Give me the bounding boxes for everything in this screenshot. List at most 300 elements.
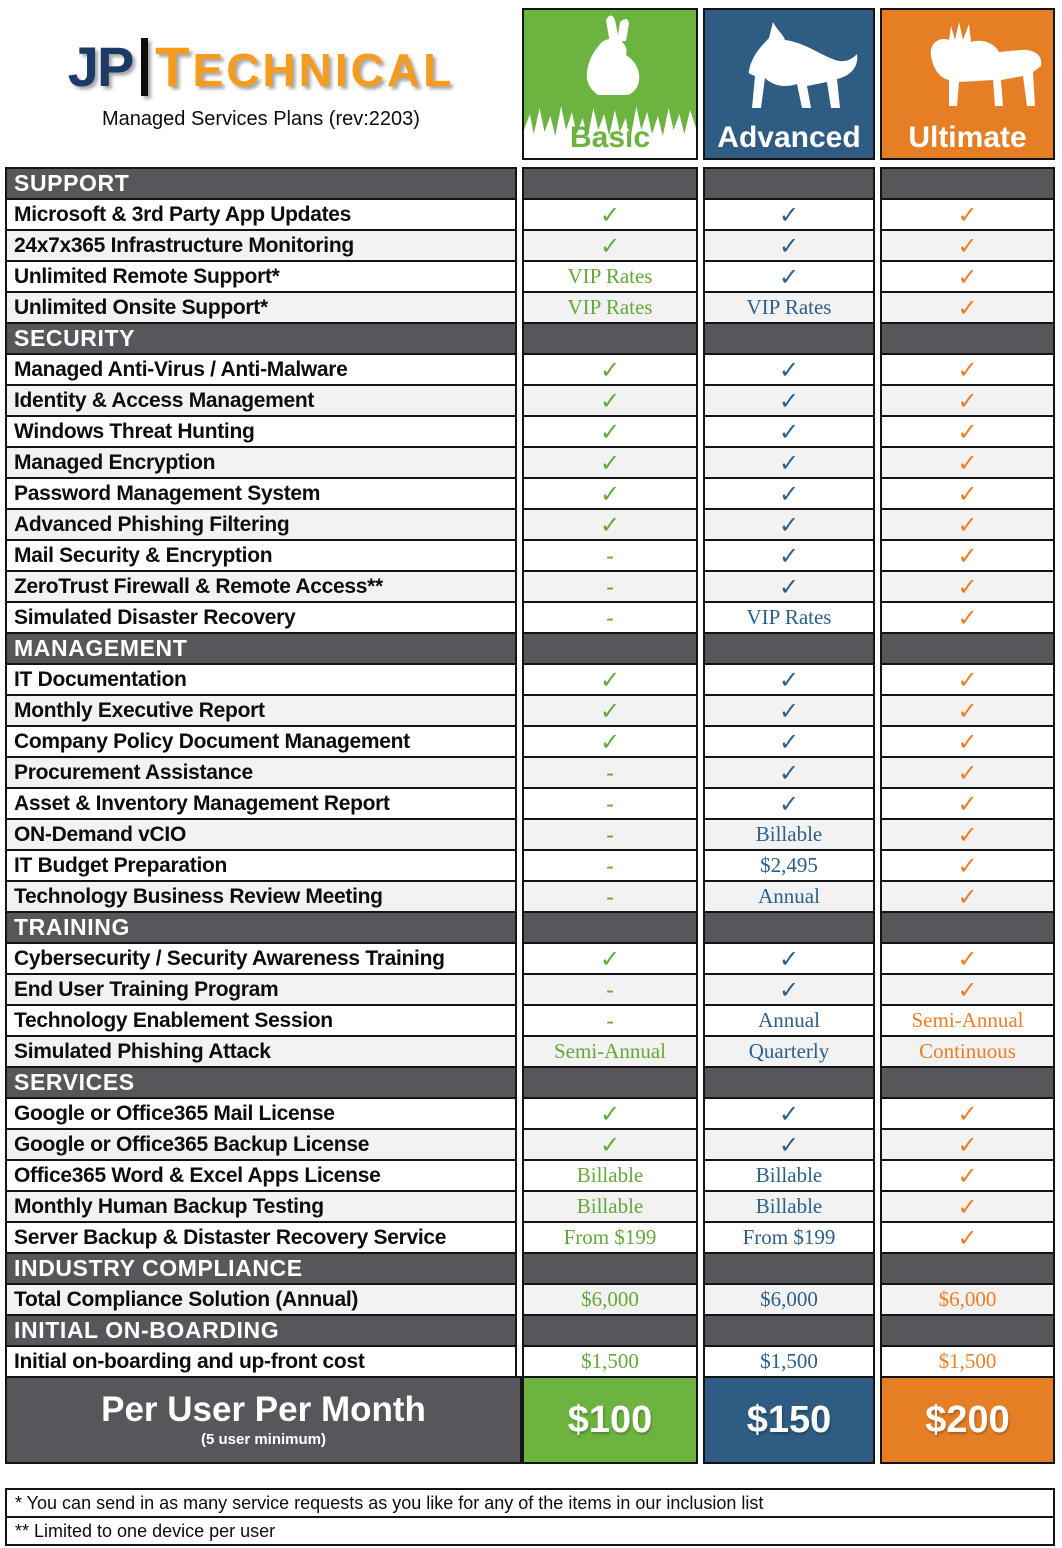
check-icon: ✓ xyxy=(778,944,800,973)
check-icon: ✓ xyxy=(599,1130,621,1159)
section-row xyxy=(5,1314,1055,1347)
row-label: Mail Security & Encryption xyxy=(5,539,517,572)
value-cell-basic xyxy=(522,787,698,820)
check-icon: ✓ xyxy=(957,1192,978,1221)
check-icon: ✓ xyxy=(957,820,978,849)
value-text: VIP Rates xyxy=(746,295,832,319)
dash-icon: - xyxy=(606,976,614,1002)
check-icon: ✓ xyxy=(957,944,978,973)
value-cell-ultimate xyxy=(880,725,1055,758)
value-cell-basic xyxy=(522,1221,698,1254)
value-cell-basic xyxy=(522,446,698,479)
table-row xyxy=(5,260,1055,293)
dash-icon: - xyxy=(606,573,614,599)
value-cell-ultimate xyxy=(880,446,1055,479)
check-icon: ✓ xyxy=(778,696,800,725)
section-filler-basic xyxy=(522,1314,698,1347)
value-cell-advanced xyxy=(703,1221,875,1254)
value-cell-basic xyxy=(522,1004,698,1037)
check-icon: ✓ xyxy=(957,417,978,446)
value-cell-basic xyxy=(522,384,698,417)
value-cell-advanced xyxy=(703,1128,875,1161)
value-cell-advanced xyxy=(703,1035,875,1068)
check-icon: ✓ xyxy=(778,727,800,756)
value-cell-ultimate xyxy=(880,539,1055,572)
check-icon: ✓ xyxy=(957,448,978,477)
check-icon: ✓ xyxy=(957,510,978,539)
user-minimum-note: (5 user minimum) xyxy=(200,1430,327,1448)
jp-technical-logo xyxy=(67,34,455,98)
value-text: Semi-Annual xyxy=(911,1008,1024,1032)
check-icon: ✓ xyxy=(778,386,800,415)
value-cell-ultimate xyxy=(880,663,1055,696)
row-label: Office365 Word & Excel Apps License xyxy=(5,1159,517,1192)
section-filler-advanced xyxy=(703,632,875,665)
section-row xyxy=(5,632,1055,665)
value-cell-advanced xyxy=(703,1004,875,1037)
logo-jp-text: JP xyxy=(67,34,133,98)
section-filler-ultimate xyxy=(880,167,1055,200)
header xyxy=(5,8,1055,160)
value-cell-ultimate xyxy=(880,942,1055,975)
section-title: SUPPORT xyxy=(5,167,517,200)
value-cell-ultimate xyxy=(880,1159,1055,1192)
section-filler-ultimate xyxy=(880,1066,1055,1099)
value-text: $6,000 xyxy=(760,1287,818,1311)
value-cell-advanced xyxy=(703,818,875,851)
section-filler-advanced xyxy=(703,1314,875,1347)
check-icon: ✓ xyxy=(599,479,621,508)
value-cell-ultimate xyxy=(880,477,1055,510)
row-label: IT Documentation xyxy=(5,663,517,696)
row-label: Windows Threat Hunting xyxy=(5,415,517,448)
check-icon: ✓ xyxy=(778,231,800,260)
check-icon: ✓ xyxy=(957,603,978,632)
moose-icon xyxy=(893,14,1043,118)
value-cell-ultimate xyxy=(880,229,1055,262)
value-cell-ultimate xyxy=(880,384,1055,417)
section-row xyxy=(5,911,1055,944)
table-row xyxy=(5,1283,1055,1316)
check-icon: ✓ xyxy=(778,510,800,539)
check-icon: ✓ xyxy=(599,448,621,477)
table-row xyxy=(5,663,1055,696)
section-title: MANAGEMENT xyxy=(5,632,517,665)
value-text: $1,500 xyxy=(938,1349,997,1373)
value-text: Quarterly xyxy=(748,1039,830,1063)
section-filler-basic xyxy=(522,632,698,665)
check-icon: ✓ xyxy=(957,727,978,756)
check-icon: ✓ xyxy=(957,789,978,818)
check-icon: ✓ xyxy=(599,696,621,725)
value-cell-ultimate xyxy=(880,1190,1055,1223)
section-title: INDUSTRY COMPLIANCE xyxy=(5,1252,517,1285)
value-cell-basic xyxy=(522,725,698,758)
section-title: SECURITY xyxy=(5,322,517,355)
value-cell-basic xyxy=(522,849,698,882)
value-cell-advanced xyxy=(703,384,875,417)
value-text: Billable xyxy=(576,1163,644,1187)
value-text: Billable xyxy=(576,1194,644,1218)
value-cell-ultimate xyxy=(880,1283,1055,1316)
section-filler-ultimate xyxy=(880,1314,1055,1347)
value-cell-advanced xyxy=(703,663,875,696)
value-cell-basic xyxy=(522,663,698,696)
check-icon: ✓ xyxy=(599,510,621,539)
check-icon: ✓ xyxy=(957,355,978,384)
price-advanced: $150 xyxy=(703,1376,875,1464)
section-filler-advanced xyxy=(703,322,875,355)
value-cell-basic xyxy=(522,973,698,1006)
row-label: Google or Office365 Backup License xyxy=(5,1128,517,1161)
section-filler-ultimate xyxy=(880,1252,1055,1285)
value-cell-basic xyxy=(522,756,698,789)
plan-header-basic xyxy=(522,8,698,160)
check-icon: ✓ xyxy=(599,355,621,384)
value-cell-advanced xyxy=(703,260,875,293)
value-cell-basic xyxy=(522,539,698,572)
value-cell-ultimate xyxy=(880,694,1055,727)
value-cell-advanced xyxy=(703,1097,875,1130)
row-label: Identity & Access Management xyxy=(5,384,517,417)
per-user-label: Per User Per Month xyxy=(101,1390,426,1430)
value-cell-ultimate xyxy=(880,570,1055,603)
row-label: Technology Enablement Session xyxy=(5,1004,517,1037)
row-label: Total Compliance Solution (Annual) xyxy=(5,1283,517,1316)
value-cell-basic xyxy=(522,1283,698,1316)
check-icon: ✓ xyxy=(599,1099,621,1128)
value-cell-ultimate xyxy=(880,1004,1055,1037)
row-label: Monthly Executive Report xyxy=(5,694,517,727)
check-icon: ✓ xyxy=(957,1223,978,1252)
table-row xyxy=(5,1128,1055,1161)
row-label: 24x7x365 Infrastructure Monitoring xyxy=(5,229,517,262)
check-icon: ✓ xyxy=(957,200,978,229)
value-text: VIP Rates xyxy=(567,264,653,288)
value-cell-advanced xyxy=(703,1345,875,1378)
check-icon: ✓ xyxy=(599,944,621,973)
check-icon: ✓ xyxy=(957,758,978,787)
value-text: $6,000 xyxy=(938,1287,997,1311)
value-cell-basic xyxy=(522,508,698,541)
value-text: $1,500 xyxy=(760,1349,818,1373)
value-cell-basic xyxy=(522,1097,698,1130)
value-cell-ultimate xyxy=(880,1035,1055,1068)
section-filler-basic xyxy=(522,322,698,355)
value-text: $1,500 xyxy=(581,1349,639,1373)
table-row xyxy=(5,756,1055,789)
value-cell-advanced xyxy=(703,942,875,975)
value-cell-advanced xyxy=(703,1159,875,1192)
dash-icon: - xyxy=(606,852,614,878)
value-cell-advanced xyxy=(703,353,875,386)
value-text: VIP Rates xyxy=(567,295,653,319)
row-label: Monthly Human Backup Testing xyxy=(5,1190,517,1223)
rabbit-icon xyxy=(555,14,665,114)
section-title: INITIAL ON-BOARDING xyxy=(5,1314,517,1347)
table-row xyxy=(5,880,1055,913)
check-icon: ✓ xyxy=(957,479,978,508)
row-label: End User Training Program xyxy=(5,973,517,1006)
value-cell-basic xyxy=(522,570,698,603)
section-row xyxy=(5,167,1055,200)
value-cell-basic xyxy=(522,818,698,851)
row-label: Managed Encryption xyxy=(5,446,517,479)
check-icon: ✓ xyxy=(778,1130,800,1159)
section-row xyxy=(5,1066,1055,1099)
section-title: SERVICES xyxy=(5,1066,517,1099)
table-row xyxy=(5,818,1055,851)
table-row xyxy=(5,787,1055,820)
value-cell-basic xyxy=(522,601,698,634)
row-label: Password Management System xyxy=(5,477,517,510)
section-row xyxy=(5,322,1055,355)
value-cell-ultimate xyxy=(880,756,1055,789)
table-row xyxy=(5,1345,1055,1378)
value-text: Annual xyxy=(758,884,820,908)
row-label: ON-Demand vCIO xyxy=(5,818,517,851)
price-ultimate: $200 xyxy=(880,1376,1055,1464)
value-cell-basic xyxy=(522,1159,698,1192)
check-icon: ✓ xyxy=(778,479,800,508)
table-row xyxy=(5,694,1055,727)
check-icon: ✓ xyxy=(778,417,800,446)
row-label: Google or Office365 Mail License xyxy=(5,1097,517,1130)
table-row xyxy=(5,353,1055,386)
row-label: Simulated Phishing Attack xyxy=(5,1035,517,1068)
footnote-device-limit: ** Limited to one device per user xyxy=(5,1516,1055,1546)
section-title: TRAINING xyxy=(5,911,517,944)
per-user-cell xyxy=(5,1376,522,1464)
plan-name-advanced: Advanced xyxy=(717,121,861,154)
section-filler-basic xyxy=(522,1066,698,1099)
value-cell-ultimate xyxy=(880,787,1055,820)
value-cell-ultimate xyxy=(880,508,1055,541)
section-filler-advanced xyxy=(703,1252,875,1285)
check-icon: ✓ xyxy=(778,789,800,818)
value-cell-advanced xyxy=(703,570,875,603)
check-icon: ✓ xyxy=(957,882,978,911)
table-row xyxy=(5,942,1055,975)
value-cell-ultimate xyxy=(880,291,1055,324)
value-cell-advanced xyxy=(703,1283,875,1316)
logo-technical-text: TECHNICAL xyxy=(155,34,455,98)
check-icon: ✓ xyxy=(957,541,978,570)
value-text: Billable xyxy=(755,822,823,846)
value-cell-ultimate xyxy=(880,880,1055,913)
footnotes xyxy=(5,1488,1055,1546)
check-icon: ✓ xyxy=(778,1099,800,1128)
row-label: Cybersecurity / Security Awareness Training xyxy=(5,942,517,975)
value-text: $6,000 xyxy=(581,1287,639,1311)
check-icon: ✓ xyxy=(778,355,800,384)
value-cell-basic xyxy=(522,694,698,727)
value-cell-basic xyxy=(522,260,698,293)
check-icon: ✓ xyxy=(957,231,978,260)
dash-icon: - xyxy=(606,883,614,909)
value-cell-advanced xyxy=(703,601,875,634)
table-row xyxy=(5,973,1055,1006)
table-row xyxy=(5,291,1055,324)
check-icon: ✓ xyxy=(599,417,621,446)
section-filler-advanced xyxy=(703,911,875,944)
check-icon: ✓ xyxy=(599,665,621,694)
value-cell-ultimate xyxy=(880,353,1055,386)
check-icon: ✓ xyxy=(778,262,800,291)
check-icon: ✓ xyxy=(599,231,621,260)
value-cell-advanced xyxy=(703,477,875,510)
table-row xyxy=(5,570,1055,603)
value-text: From $199 xyxy=(563,1225,657,1249)
check-icon: ✓ xyxy=(778,665,800,694)
check-icon: ✓ xyxy=(957,386,978,415)
check-icon: ✓ xyxy=(599,200,621,229)
value-cell-ultimate xyxy=(880,1128,1055,1161)
table-row xyxy=(5,1035,1055,1068)
value-cell-basic xyxy=(522,291,698,324)
value-cell-basic xyxy=(522,198,698,231)
value-cell-ultimate xyxy=(880,1221,1055,1254)
value-cell-ultimate xyxy=(880,1097,1055,1130)
table-row xyxy=(5,849,1055,882)
check-icon: ✓ xyxy=(957,262,978,291)
value-cell-ultimate xyxy=(880,260,1055,293)
section-filler-basic xyxy=(522,167,698,200)
check-icon: ✓ xyxy=(599,386,621,415)
value-cell-basic xyxy=(522,353,698,386)
row-label: Advanced Phishing Filtering xyxy=(5,508,517,541)
section-filler-advanced xyxy=(703,167,875,200)
value-text: Annual xyxy=(758,1008,820,1032)
table-row xyxy=(5,508,1055,541)
section-row xyxy=(5,1252,1055,1285)
value-cell-advanced xyxy=(703,787,875,820)
row-label: IT Budget Preparation xyxy=(5,849,517,882)
plan-name-ultimate: Ultimate xyxy=(908,121,1027,154)
price-basic: $100 xyxy=(522,1376,698,1464)
dash-icon: - xyxy=(606,1007,614,1033)
row-label: Unlimited Onsite Support* xyxy=(5,291,517,324)
value-cell-basic xyxy=(522,1128,698,1161)
check-icon: ✓ xyxy=(957,665,978,694)
plan-name-basic: Basic xyxy=(569,121,651,154)
value-text: $2,495 xyxy=(760,853,818,877)
section-filler-ultimate xyxy=(880,322,1055,355)
value-cell-advanced xyxy=(703,539,875,572)
section-filler-advanced xyxy=(703,1066,875,1099)
value-cell-basic xyxy=(522,477,698,510)
value-text: From $199 xyxy=(742,1225,836,1249)
value-cell-basic xyxy=(522,1190,698,1223)
row-label: Company Policy Document Management xyxy=(5,725,517,758)
row-label: Server Backup & Distaster Recovery Service xyxy=(5,1221,517,1254)
check-icon: ✓ xyxy=(957,572,978,601)
check-icon: ✓ xyxy=(957,1130,978,1159)
section-filler-basic xyxy=(522,911,698,944)
check-icon: ✓ xyxy=(778,975,800,1004)
dash-icon: - xyxy=(606,604,614,630)
table-row xyxy=(5,198,1055,231)
value-cell-advanced xyxy=(703,229,875,262)
table-row xyxy=(5,601,1055,634)
value-cell-advanced xyxy=(703,415,875,448)
value-cell-advanced xyxy=(703,291,875,324)
table-row xyxy=(5,1159,1055,1192)
plan-header-ultimate xyxy=(880,8,1055,160)
row-label: Unlimited Remote Support* xyxy=(5,260,517,293)
check-icon: ✓ xyxy=(957,293,978,322)
pricing-footer xyxy=(5,1376,1055,1464)
value-cell-ultimate xyxy=(880,1345,1055,1378)
value-cell-advanced xyxy=(703,1190,875,1223)
value-cell-advanced xyxy=(703,446,875,479)
row-label: Managed Anti-Virus / Anti-Malware xyxy=(5,353,517,386)
value-cell-ultimate xyxy=(880,198,1055,231)
value-text: Continuous xyxy=(919,1039,1016,1063)
value-cell-ultimate xyxy=(880,415,1055,448)
value-cell-basic xyxy=(522,880,698,913)
value-cell-ultimate xyxy=(880,973,1055,1006)
dash-icon: - xyxy=(606,790,614,816)
value-text: VIP Rates xyxy=(746,605,832,629)
logo-divider xyxy=(141,38,148,96)
check-icon: ✓ xyxy=(599,727,621,756)
dash-icon: - xyxy=(606,759,614,785)
row-label: Procurement Assistance xyxy=(5,756,517,789)
check-icon: ✓ xyxy=(778,572,800,601)
check-icon: ✓ xyxy=(957,1161,978,1190)
table-row xyxy=(5,229,1055,262)
footnote-remote-support: * You can send in as many service requests as you like for any of the items in our inclusion list xyxy=(5,1488,1055,1518)
value-text: Semi-Annual xyxy=(554,1039,666,1063)
row-label: ZeroTrust Firewall & Remote Access** xyxy=(5,570,517,603)
check-icon: ✓ xyxy=(957,696,978,725)
row-label: Microsoft & 3rd Party App Updates xyxy=(5,198,517,231)
value-text: Billable xyxy=(755,1163,823,1187)
value-cell-advanced xyxy=(703,725,875,758)
row-label: Simulated Disaster Recovery xyxy=(5,601,517,634)
section-filler-ultimate xyxy=(880,632,1055,665)
value-cell-advanced xyxy=(703,849,875,882)
wolf-icon xyxy=(719,14,859,118)
section-filler-basic xyxy=(522,1252,698,1285)
dash-icon: - xyxy=(606,542,614,568)
value-cell-basic xyxy=(522,229,698,262)
value-cell-ultimate xyxy=(880,818,1055,851)
check-icon: ✓ xyxy=(957,851,978,880)
table-row xyxy=(5,415,1055,448)
value-cell-ultimate xyxy=(880,601,1055,634)
table-row xyxy=(5,1097,1055,1130)
plan-header-advanced xyxy=(703,8,875,160)
table-row xyxy=(5,725,1055,758)
value-cell-basic xyxy=(522,1345,698,1378)
value-cell-advanced xyxy=(703,198,875,231)
dash-icon: - xyxy=(606,821,614,847)
section-filler-ultimate xyxy=(880,911,1055,944)
check-icon: ✓ xyxy=(957,975,978,1004)
table-row xyxy=(5,446,1055,479)
row-label: Technology Business Review Meeting xyxy=(5,880,517,913)
value-cell-advanced xyxy=(703,756,875,789)
row-label: Initial on-boarding and up-front cost xyxy=(5,1345,517,1378)
value-cell-basic xyxy=(522,1035,698,1068)
check-icon: ✓ xyxy=(778,448,800,477)
table-row xyxy=(5,539,1055,572)
table-row xyxy=(5,384,1055,417)
value-cell-advanced xyxy=(703,880,875,913)
row-label: Asset & Inventory Management Report xyxy=(5,787,517,820)
